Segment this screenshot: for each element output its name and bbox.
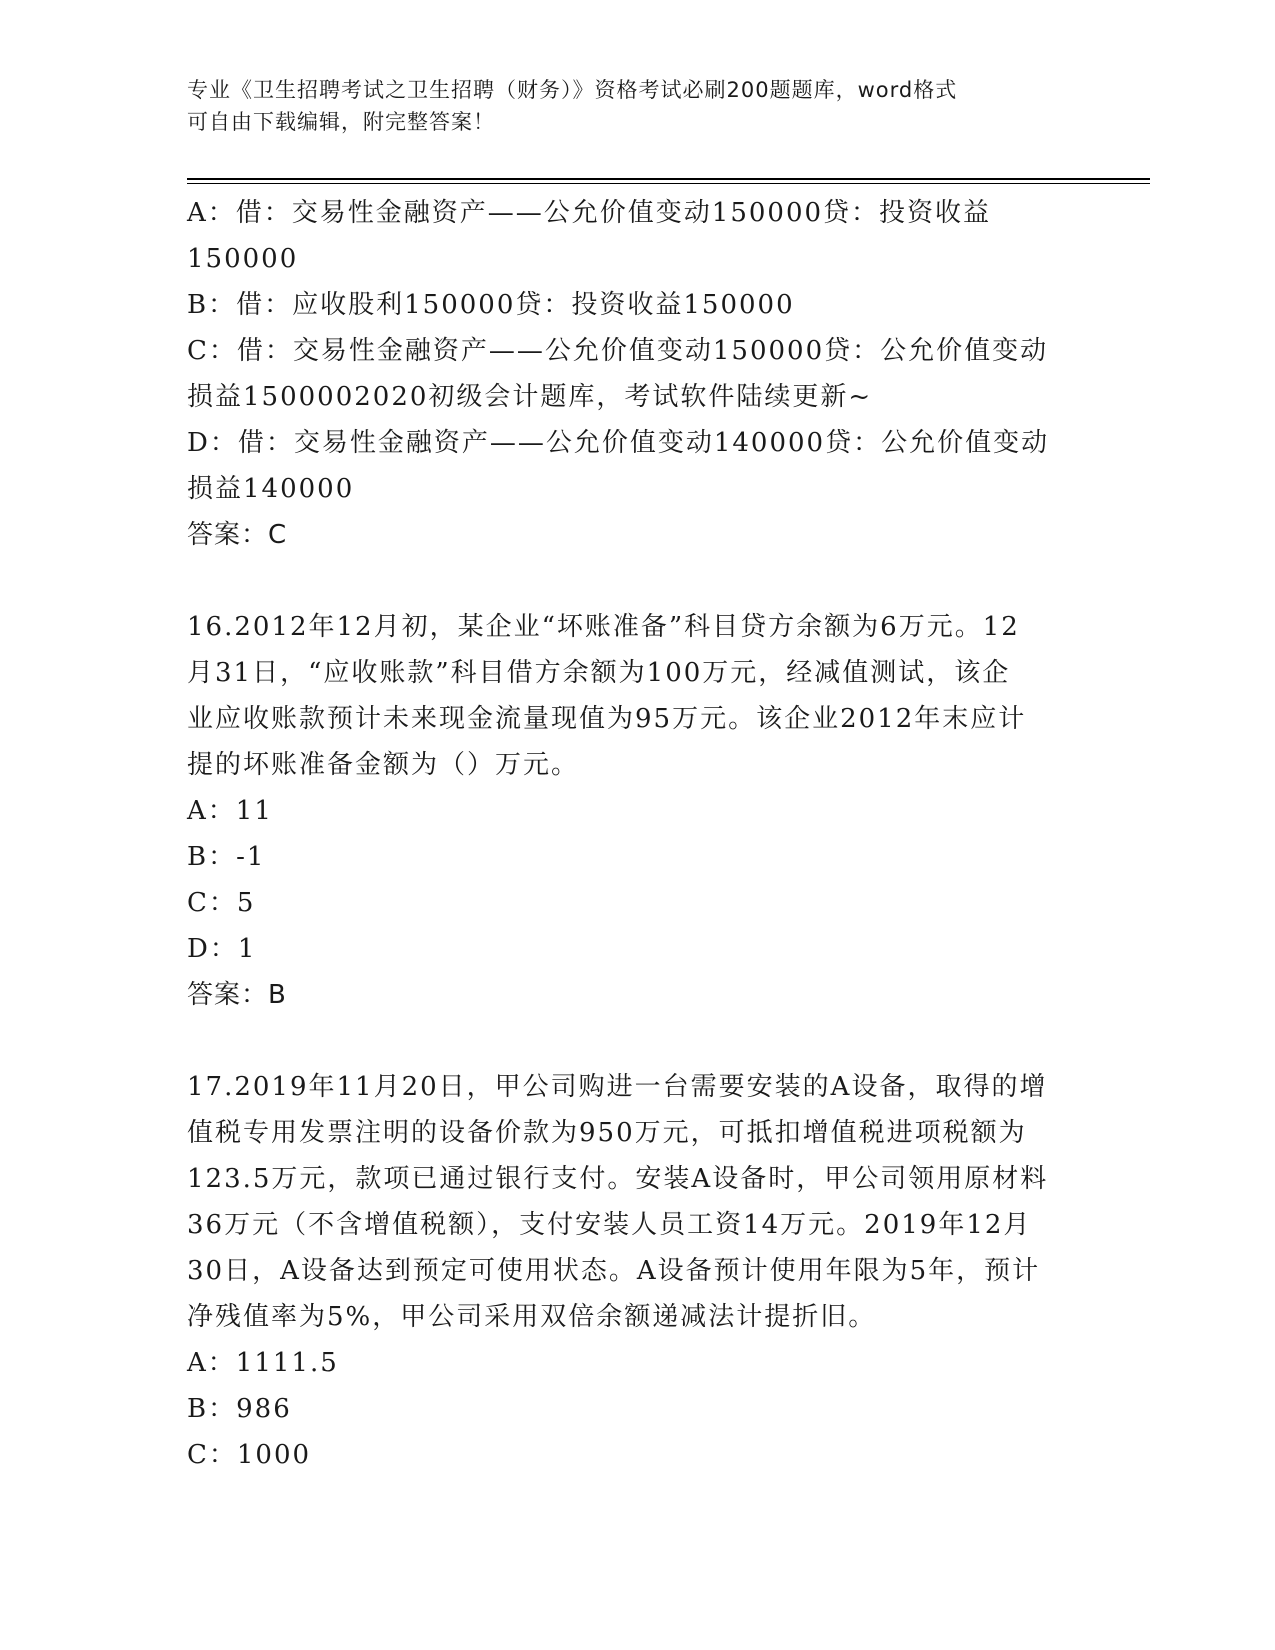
question-15 bbox=[187, 190, 1087, 558]
header-divider-thick bbox=[187, 178, 1150, 180]
option-c-line-2: 损益1500002020初级会计题库，考试软件陆续更新~ bbox=[187, 382, 873, 412]
option-c: C：1000 bbox=[187, 1440, 312, 1470]
question-stem-line-6: 净残值率为5%，甲公司采用双倍余额递减法计提折旧。 bbox=[187, 1302, 877, 1332]
question-stem-line-3: 123.5万元，款项已通过银行支付。安装A设备时，甲公司领用原材料 bbox=[187, 1164, 1049, 1194]
spacer bbox=[187, 558, 1087, 604]
question-stem-line-2: 月31日，“应收账款”科目借方余额为100万元，经减值测试，该企 bbox=[187, 658, 1011, 688]
question-stem-line-3: 业应收账款预计未来现金流量现值为95万元。该企业2012年末应计 bbox=[187, 704, 1027, 734]
header-title-line-2: 可自由下载编辑，附完整答案！ bbox=[187, 110, 495, 134]
answer-line: 答案：B bbox=[187, 980, 287, 1010]
question-content bbox=[187, 190, 1087, 1478]
question-stem-line-2: 值税专用发票注明的设备价款为950万元，可抵扣增值税进项税额为 bbox=[187, 1118, 1027, 1148]
option-c-line-1: C：借：交易性金融资产——公允价值变动150000贷：公允价值变动 bbox=[187, 336, 1049, 366]
question-stem-line-5: 30日，A设备达到预定可使用状态。A设备预计使用年限为5年，预计 bbox=[187, 1256, 1041, 1286]
question-stem-line-4: 提的坏账准备金额为（）万元。 bbox=[187, 750, 580, 780]
question-16 bbox=[187, 604, 1087, 1018]
header-title-line-1: 专业《卫生招聘考试之卫生招聘（财务）》资格考试必刷200题题库，word格式 bbox=[187, 78, 958, 102]
header-divider-thin bbox=[187, 183, 1150, 184]
option-d-line-1: D：借：交易性金融资产——公允价值变动140000贷：公允价值变动 bbox=[187, 428, 1050, 458]
option-b: B：-1 bbox=[187, 842, 266, 872]
question-17 bbox=[187, 1064, 1087, 1478]
question-stem-line-1: 17.2019年11月20日，甲公司购进一台需要安装的A设备，取得的增 bbox=[187, 1072, 1048, 1102]
spacer bbox=[187, 1018, 1087, 1064]
answer-line: 答案：C bbox=[187, 520, 288, 550]
option-a-line-1: A：借：交易性金融资产——公允价值变动150000贷：投资收益 bbox=[187, 198, 992, 228]
question-stem-line-4: 36万元（不含增值税额），支付安装人员工资14万元。2019年12月 bbox=[187, 1210, 1032, 1240]
page-header bbox=[187, 74, 1067, 138]
option-a: A：1111.5 bbox=[187, 1348, 339, 1378]
option-b: B：借：应收股利150000贷：投资收益150000 bbox=[187, 290, 795, 320]
option-b: B：986 bbox=[187, 1394, 292, 1424]
option-c: C：5 bbox=[187, 888, 256, 918]
option-a-line-2: 150000 bbox=[187, 244, 299, 274]
question-stem-line-1: 16.2012年12月初，某企业“坏账准备”科目贷方余额为6万元。12 bbox=[187, 612, 1020, 642]
option-d: D：1 bbox=[187, 934, 257, 964]
option-d-line-2: 损益140000 bbox=[187, 474, 355, 504]
option-a: A：11 bbox=[187, 796, 273, 826]
